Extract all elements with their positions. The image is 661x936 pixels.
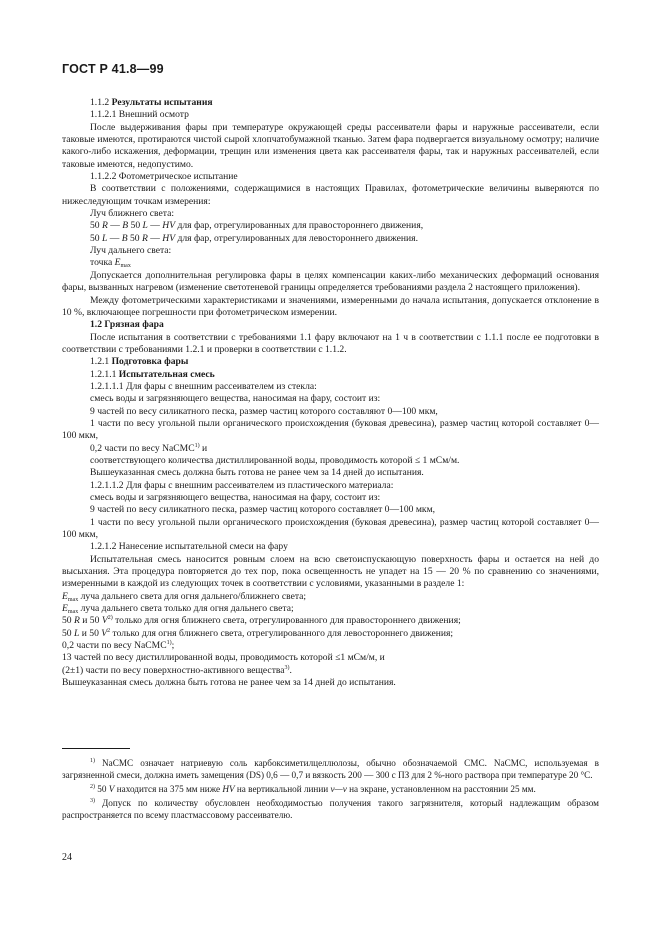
measure-point-emax-main: $E_{max}$ луча дальнего света только для огня дальнего света; <box>62 603 294 616</box>
dipped-beam-point-left: 50 L — B 50 R — HV для фар, отрегулированных для левостороннего движения. <box>90 232 418 244</box>
paragraph-visual-inspection: После выдерживания фары при температуре окружающей среды рассеиватели фары и наружные рассеиватели, если таковые имеются, протираются чистой сырой хлопчатобумажной тканью. Затем фара подвергается визуальному осмотру; наличие какого-либо искажения, деформации, трещин или изменения цвета как рассеивателя фары, так и наружных рассеивателей, если таковые имеются, недопустимо. <box>62 121 599 170</box>
plastic-mix-dust: 1 части по весу угольной пыли органического происхождения (буковая древесина), размер частиц которой составляет 0—100 мкм, <box>62 516 599 541</box>
main-beam-title: Луч дальнего света: <box>90 245 172 257</box>
plastic-mix-intro: смесь воды и загрязняющего вещества, наносимая на фару, состоит из: <box>90 492 381 503</box>
measure-point-50l: 50 L и 50 $V^2$ только для огня ближнего света, отрегулированного для левостороннего движения; <box>62 627 454 639</box>
standard-code-header: ГОСТ Р 41.8—99 <box>62 62 164 76</box>
footnotes <box>62 757 599 823</box>
section-1-2-1-2-heading: 1.2.1.2 Нанесение испытательной смеси на фару <box>90 541 288 553</box>
glass-mix-dust: 1 части по весу угольной пыли органического происхождения (буковая древесина), размер частиц которой составляет 0—100 мкм, <box>62 417 599 442</box>
measure-point-50r: 50 R и 50 $V^{2)}$ только для огня ближнего света, отрегулированного для правостороннего движения; <box>62 615 461 627</box>
page-number: 24 <box>62 852 72 863</box>
section-plastic-lens: 1.2.1.1.2 Для фары с внешним рассеивателем из пластического материала: <box>90 479 394 491</box>
plastic-mix-nacmc: 0,2 части по весу NaCMC$^{1)}$; <box>62 640 175 652</box>
measure-point-emax-dual: $E_{max}$ луча дальнего света для огня дальнего/ближнего света; <box>62 590 307 603</box>
glass-mix-nacmc: 0,2 части по весу NaCMC$^{1)}$ и <box>90 442 208 454</box>
glass-mix-sand: 9 частей по весу силикатного песка, размер частиц которого составляют 0—100 мкм, <box>90 405 438 417</box>
footnote-1: $^{1)}$ NaCMC означает натриевую соль карбоксиметилцеллюлозы, обычно обозначаемой CMC. NaCMC, используемая в загрязненной смеси, должна иметь замещения (DS) 0,6 — 0,7 и вязкость 200 — 300 с ПЗ для 2 %-ного раствора при температуре 20 °С. <box>62 758 599 780</box>
plastic-mix-sand: 9 частей по весу силикатного песка, размер частиц которого составляет 0—100 мкм, <box>90 504 436 516</box>
section-1-2-1-heading: 1.2.1 Подготовка фары <box>90 356 189 368</box>
glass-mix-ready: Вышеуказанная смесь должна быть готова не ранее чем за 14 дней до испытания. <box>90 467 424 479</box>
paragraph-adjustment: Допускается дополнительная регулировка фары в целях компенсации каких-либо механических деформаций основания фары, вызванных нагревом (изменение светотеневой границы определяется требованиями раздела 2 настоящего приложения). <box>62 269 599 294</box>
document-body <box>62 97 599 690</box>
dipped-beam-title: Луч ближнего света: <box>90 208 174 220</box>
footnote-2: $^{2)}$ 50 V находится на 375 мм ниже HV на вертикальной линии v—v на экране, установленном на расстоянии 25 мм. <box>90 784 536 794</box>
paragraph-apply-mixture: Испытательная смесь наносится ровным слоем на всю светоиспускающую поверхность фары и остается на ней до высыхания. Эта процедура повторяется до тех пор, пока освещенность не упадет на 15 — 20 % по сравнению со значениями, измеренными в каждой из следующих точек в соответствии с условиями, указанными в разделе 1: <box>62 553 599 590</box>
footnote-divider <box>62 748 130 749</box>
paragraph-deviation: Между фотометрическими характеристиками и значениями, измеренными до начала испытания, допускается отклонение в 10 %, включающее погрешности при фотометрическом измерении. <box>62 294 599 318</box>
plastic-mix-surfactant: (2±1) части по весу поверхностно-активного вещества$^{3)}$. <box>62 664 292 676</box>
section-1-1-2-2-heading: 1.1.2.2 Фотометрическое испытание <box>90 171 238 183</box>
section-1-1-2-1-heading: 1.1.2.1 Внешний осмотр <box>90 109 189 121</box>
paragraph-photometry: В соответствии с положениями, содержащимися в настоящих Правилах, фотометрические величины выверяются по нижеследующим точкам измерения: <box>62 183 599 207</box>
section-1-2-heading: 1.2 Грязная фара <box>90 319 164 331</box>
plastic-mix-water: 13 частей по весу дистиллированной воды, проводимость которой ≤1 мСм/м, и <box>62 652 385 664</box>
main-beam-point: точка $E_{max}$ <box>90 257 131 270</box>
glass-mix-water: соответствующего количества дистиллированной воды, проводимость которой ≤ 1 мСм/м. <box>90 454 460 466</box>
dipped-beam-point-right: 50 R — B 50 L — HV для фар, отрегулированных для правостороннего движения, <box>90 220 424 232</box>
footnote-3: $^{3)}$ Допуск по количеству обусловлен необходимостью получения такого загрязнителя, который надлежащим образом распространяется по всему пластмассовому рассеивателю. <box>62 798 599 820</box>
plastic-mix-ready: Вышеуказанная смесь должна быть готова не ранее чем за 14 дней до испытания. <box>62 677 396 689</box>
section-1-1-2-heading: 1.1.2 Результаты испытания <box>90 97 213 108</box>
section-glass-lens: 1.2.1.1.1 Для фары с внешним рассеивателем из стекла: <box>90 380 317 392</box>
glass-mix-intro: смесь воды и загрязняющего вещества, наносимая на фару, состоит из: <box>90 393 381 405</box>
paragraph-dirty-lamp: После испытания в соответствии с требованиями 1.1 фару включают на 1 ч в соответствии с 1.1.1 после ее подготовки в соответствии с требованиями 1.2.1 и проверки в соответствии с 1.1.2. <box>62 331 599 355</box>
section-1-2-1-1-heading: 1.2.1.1 Испытательная смесь <box>90 368 215 380</box>
